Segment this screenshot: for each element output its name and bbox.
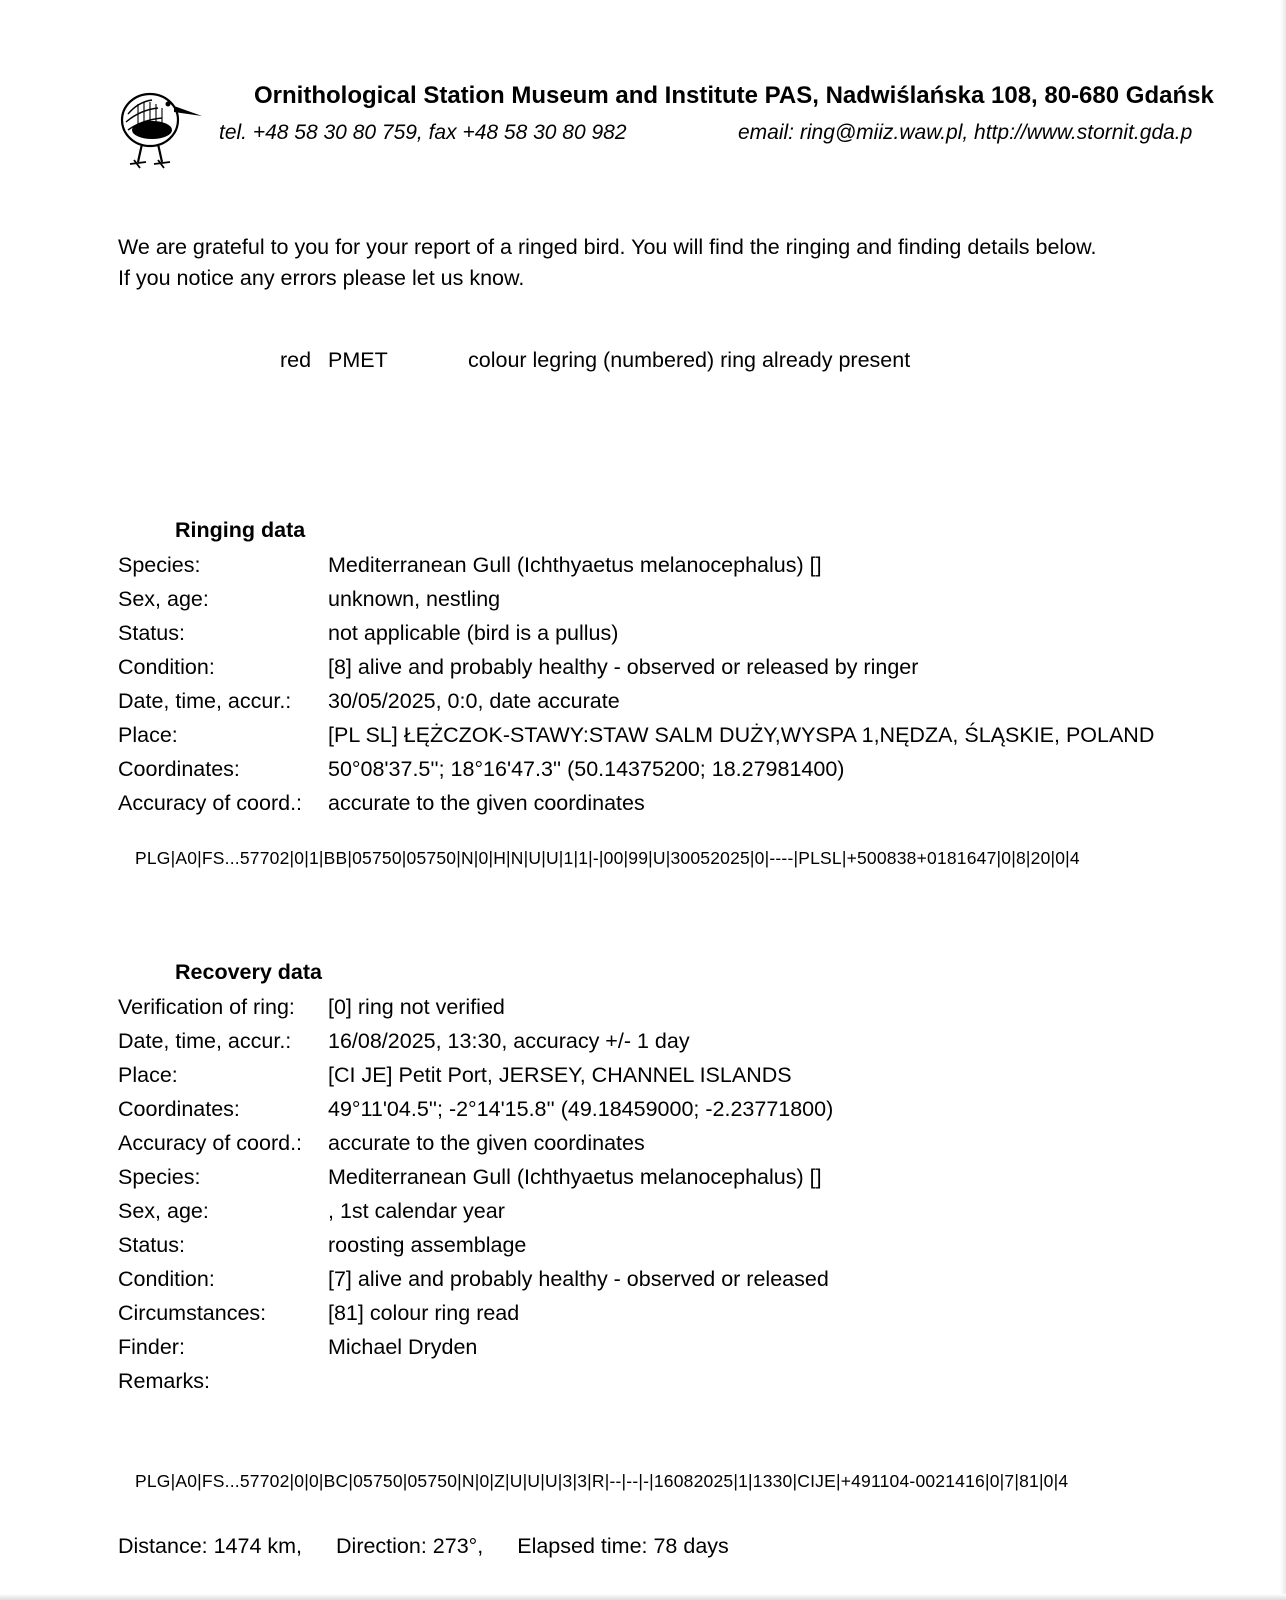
row-value: accurate to the given coordinates [328, 1131, 645, 1155]
row-label: Status: [118, 1233, 185, 1257]
recovery-section-title: Recovery data [175, 960, 322, 984]
row-label: Condition: [118, 655, 215, 679]
ringing-row-species [118, 548, 1154, 582]
ring-code: PMET [328, 348, 388, 372]
row-value: [7] alive and probably healthy - observed or released [328, 1267, 829, 1291]
recovery-row-circumstances [118, 1296, 833, 1330]
row-label: Status: [118, 621, 185, 645]
row-label: Condition: [118, 1267, 215, 1291]
ringing-section-title: Ringing data [175, 518, 306, 542]
distance-text: Distance: 1474 km, [118, 1534, 303, 1558]
row-value: accurate to the given coordinates [328, 791, 645, 815]
recovery-row-sex-age [118, 1194, 833, 1228]
row-label: Date, time, accur.: [118, 1029, 292, 1053]
row-label: Coordinates: [118, 757, 240, 781]
direction-text: Direction: 273°, [336, 1534, 484, 1558]
row-value: 49°11'04.5''; -2°14'15.8'' (49.18459000; -2.23771800) [328, 1097, 834, 1121]
row-value: [PL SL] ŁĘŻCZOK-STAWY:STAW SALM DUŻY,WYSPA 1,NĘDZA, ŚLĄSKIE, POLAND [328, 723, 1155, 747]
row-value: Mediterranean Gull (Ichthyaetus melanocephalus) [] [328, 553, 822, 577]
row-label: Place: [118, 723, 178, 747]
row-label: Accuracy of coord.: [118, 791, 303, 815]
recovery-row-remarks [118, 1364, 833, 1398]
row-label: Remarks: [118, 1369, 210, 1393]
ringing-row-place [118, 718, 1154, 752]
ringing-row-status [118, 616, 1154, 650]
ringing-row-sex-age [118, 582, 1154, 616]
elapsed-time-text: Elapsed time: 78 days [517, 1534, 729, 1558]
row-label: Species: [118, 1165, 201, 1189]
row-value: roosting assemblage [328, 1233, 527, 1257]
row-value: Mediterranean Gull (Ichthyaetus melanocephalus) [] [328, 1165, 822, 1189]
row-label: Circumstances: [118, 1301, 267, 1325]
summary-line [118, 1534, 757, 1559]
row-value: 50°08'37.5''; 18°16'47.3'' (50.14375200; 18.27981400) [328, 757, 845, 781]
ring-description: colour legring (numbered) ring already present [468, 348, 911, 372]
row-value: [CI JE] Petit Port, JERSEY, CHANNEL ISLANDS [328, 1063, 792, 1087]
intro-line-1: We are grateful to you for your report of a ringed bird. You will find the ringing and finding details below. [118, 235, 1097, 259]
row-value: 16/08/2025, 13:30, accuracy +/- 1 day [328, 1029, 690, 1053]
row-label: Sex, age: [118, 587, 209, 611]
ringing-row-condition [118, 650, 1154, 684]
header-email-web: email: ring@miiz.waw.pl, http://www.stornit.gda.p [738, 121, 1193, 144]
recovery-row-accuracy [118, 1126, 833, 1160]
row-value: [8] alive and probably healthy - observed or released by ringer [328, 655, 919, 679]
recovery-details [118, 990, 833, 1398]
row-value: unknown, nestling [328, 587, 501, 611]
recovery-row-coordinates [118, 1092, 833, 1126]
row-label: Accuracy of coord.: [118, 1131, 303, 1155]
recovery-row-status [118, 1228, 833, 1262]
header-contact: tel. +48 58 30 80 759, fax +48 58 30 80 982 [219, 121, 627, 144]
row-label: Coordinates: [118, 1097, 240, 1121]
row-value: 30/05/2025, 0:0, date accurate [328, 689, 620, 713]
row-label: Species: [118, 553, 201, 577]
ringing-row-coordinates [118, 752, 1154, 786]
ringing-details [118, 548, 1154, 820]
header-title: Ornithological Station Museum and Institute PAS, Nadwiślańska 108, 80-680 Gdańsk [254, 82, 1214, 109]
row-label: Place: [118, 1063, 178, 1087]
row-label: Sex, age: [118, 1199, 209, 1223]
recovery-code: PLG|A0|FS...57702|0|0|BC|05750|05750|N|0|Z|U|U|U|3|3|R|--|--|-|16082025|1|1330|CIJE|+491104-0021416|0|7|81|0|4 [135, 1471, 1069, 1491]
recovery-row-date [118, 1024, 833, 1058]
recovery-row-verification [118, 990, 833, 1024]
page-right-edge [1280, 0, 1286, 1600]
ringing-row-date [118, 684, 1154, 718]
page-bottom-edge [0, 1594, 1286, 1600]
row-label: Verification of ring: [118, 995, 295, 1019]
row-label: Finder: [118, 1335, 185, 1359]
row-value: not applicable (bird is a pullus) [328, 621, 619, 645]
ring-color: red [280, 348, 312, 372]
row-value: Michael Dryden [328, 1335, 478, 1359]
ringing-row-accuracy [118, 786, 1154, 820]
recovery-row-place [118, 1058, 833, 1092]
intro-text [118, 232, 1096, 294]
row-value: , 1st calendar year [328, 1199, 505, 1223]
row-label: Date, time, accur.: [118, 689, 292, 713]
row-value: [0] ring not verified [328, 995, 505, 1019]
recovery-row-condition [118, 1262, 833, 1296]
row-value: [81] colour ring read [328, 1301, 520, 1325]
ringing-code: PLG|A0|FS...57702|0|1|BB|05750|05750|N|0|H|N|U|U|1|1|-|00|99|U|30052025|0|----|PLSL|+500838+0181647|0|8|20|0|4 [135, 848, 1080, 868]
recovery-row-finder [118, 1330, 833, 1364]
bird-logo-icon [108, 80, 204, 172]
intro-line-2: If you notice any errors please let us know. [118, 266, 525, 290]
recovery-row-species [118, 1160, 833, 1194]
